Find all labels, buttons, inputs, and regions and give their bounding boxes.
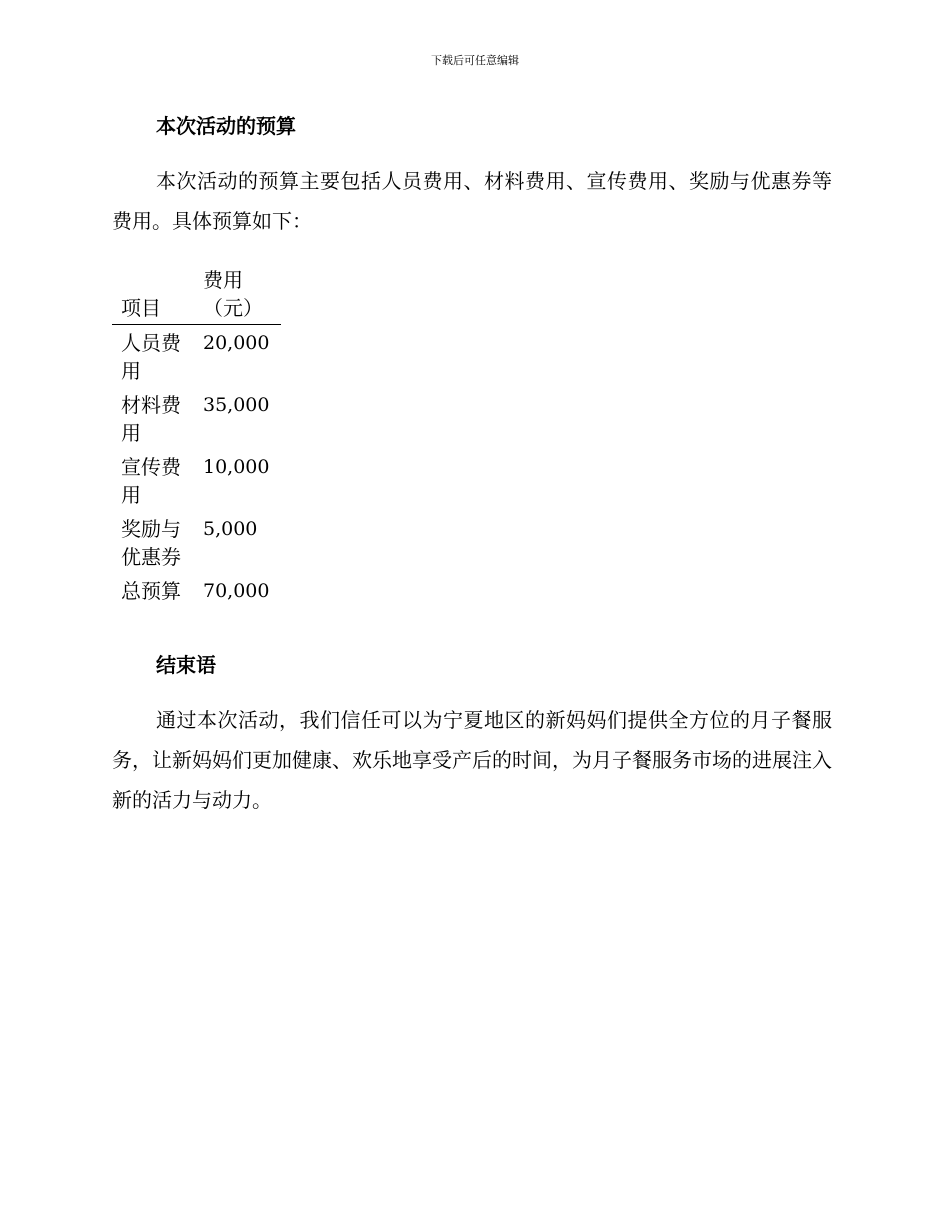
table-row	[112, 511, 281, 573]
item-label: 总预算	[121, 579, 181, 603]
cost-cell: 35,000	[203, 394, 270, 416]
item-label: 材料费用	[121, 393, 181, 445]
table-row	[112, 449, 281, 511]
table-row-total	[112, 573, 281, 607]
item-cell	[112, 573, 203, 607]
item-cell	[112, 325, 203, 388]
item-cell	[112, 387, 203, 449]
table-header-row	[112, 266, 281, 325]
page-header: 下载后可任意编辑	[431, 54, 519, 67]
cost-cell: 70,000	[203, 580, 270, 602]
section-heading-budget: 本次活动的预算	[156, 114, 296, 138]
budget-intro-paragraph: 本次活动的预算主要包括人员费用、材料费用、宣传费用、奖励与优惠券等费用。具体预算如下：	[112, 169, 832, 233]
table-row	[112, 387, 281, 449]
section-heading-conclusion: 结束语	[156, 653, 216, 677]
item-cell	[112, 449, 203, 511]
item-cell	[112, 511, 203, 573]
cost-cell: 20,000	[203, 332, 270, 354]
conclusion-paragraph: 通过本次活动，我们信任可以为宁夏地区的新妈妈们提供全方位的月子餐服务，让新妈妈们更加健康、欢乐地享受产后的时间，为月子餐服务市场的进展注入新的活力与动力。	[112, 708, 832, 812]
item-label: 宣传费用	[121, 455, 181, 507]
column-header-cost	[203, 266, 281, 325]
cost-cell: 5,000	[203, 518, 258, 540]
item-label: 人员费用	[121, 331, 181, 383]
column-header-item: 项目	[112, 266, 203, 325]
item-label: 奖励与优惠券	[121, 517, 181, 569]
table-row	[112, 325, 281, 388]
cost-cell: 10,000	[203, 456, 270, 478]
column-header-cost-label: 费用（元）	[203, 268, 263, 320]
budget-table	[112, 266, 281, 607]
